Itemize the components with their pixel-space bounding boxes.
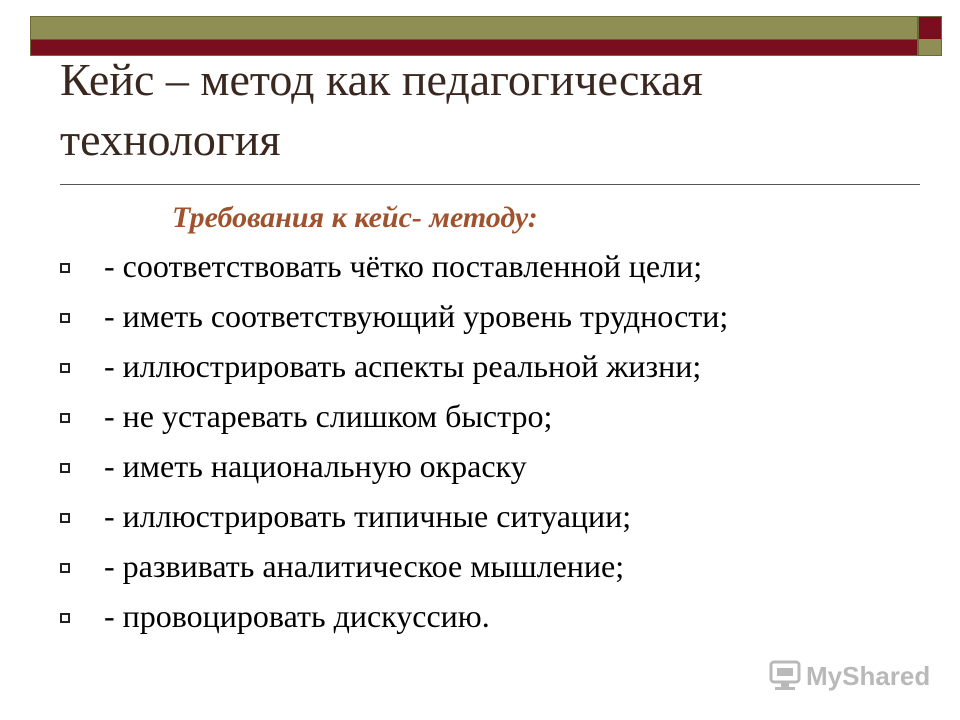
slide-subtitle: Требования к кейс- методу: (172, 201, 538, 234)
top-corner-block (918, 16, 942, 56)
square-bullet-icon (60, 613, 70, 623)
slide-title: Кейс – метод как педагогическая технология (60, 54, 703, 165)
square-bullet-icon (60, 363, 70, 373)
list-item-text: - иметь соответствующий уровень трудности; (104, 298, 729, 334)
requirements-list (60, 241, 728, 641)
square-bullet-icon (60, 513, 70, 523)
myshared-watermark[interactable] (768, 656, 930, 696)
list-item (60, 441, 728, 491)
myshared-logo-icon (768, 659, 802, 693)
top-bar-olive-band (31, 17, 917, 40)
square-bullet-icon (60, 313, 70, 323)
list-item-text: - иллюстрировать типичные ситуации; (104, 498, 632, 534)
square-bullet-icon (60, 463, 70, 473)
title-divider (60, 184, 920, 185)
list-item-text: - не устаревать слишком быстро; (104, 398, 553, 434)
list-item (60, 491, 728, 541)
top-corner-dark-band (919, 17, 941, 39)
list-item-text: - иллюстрировать аспекты реальной жизни; (104, 348, 702, 384)
list-item (60, 391, 728, 441)
list-item (60, 241, 728, 291)
list-item-text: - иметь национальную окраску (104, 448, 527, 484)
list-item (60, 591, 728, 641)
list-item (60, 341, 728, 391)
square-bullet-icon (60, 413, 70, 423)
list-item (60, 541, 728, 591)
list-item-text: - провоцировать дискуссию. (104, 598, 490, 634)
watermark-text: MyShared (806, 660, 931, 691)
list-item (60, 291, 728, 341)
square-bullet-icon (60, 263, 70, 273)
list-item-text: - развивать аналитическое мышление; (104, 548, 625, 584)
list-item-text: - соответствовать чётко поставленной цели; (104, 248, 703, 284)
square-bullet-icon (60, 563, 70, 573)
